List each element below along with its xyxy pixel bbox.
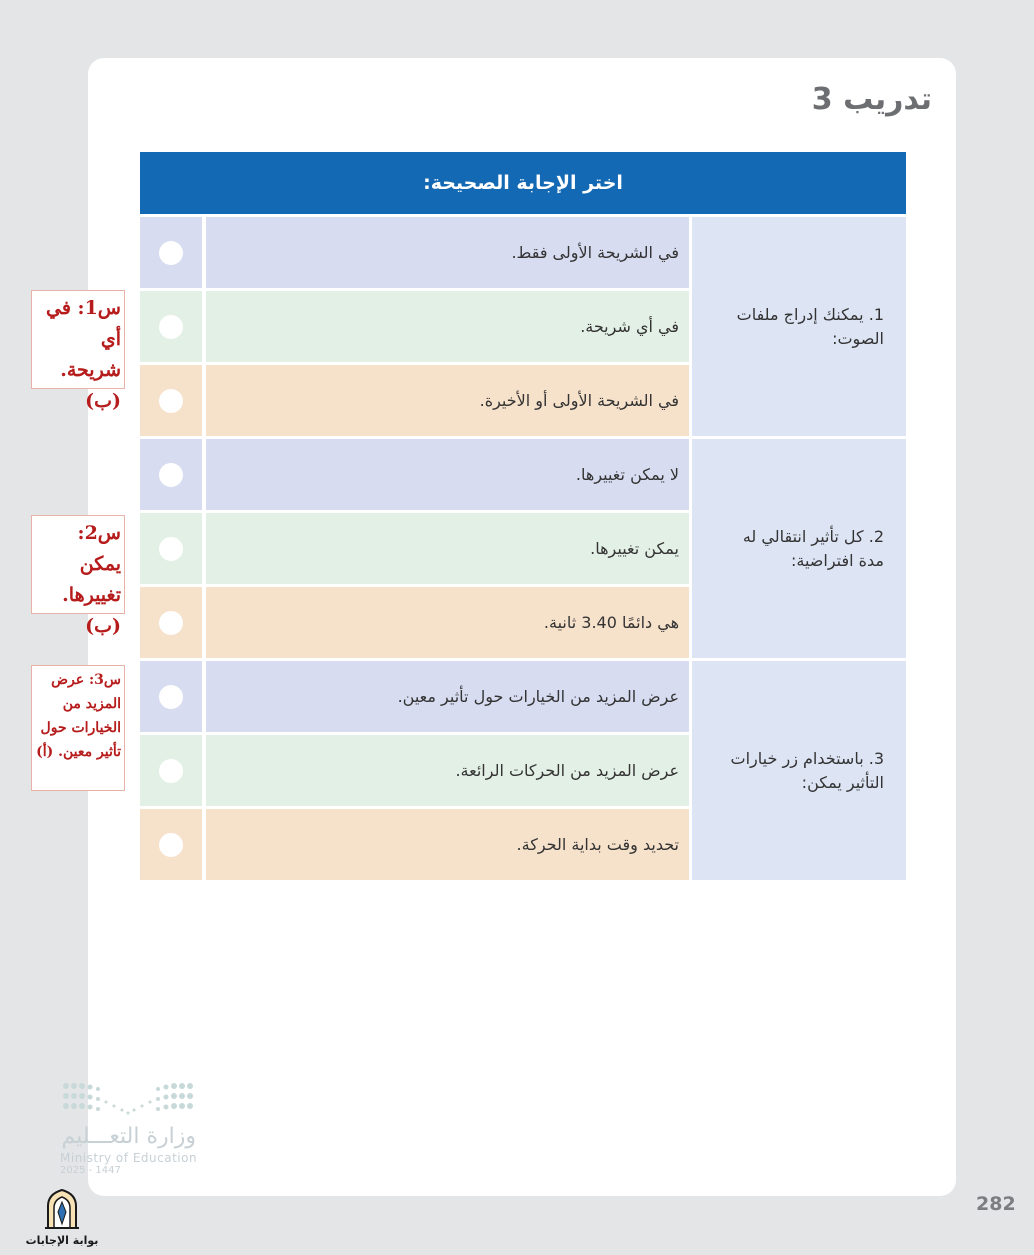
option-radio-cell[interactable]	[140, 365, 202, 436]
option-radio-cell[interactable]	[140, 513, 202, 584]
radio-button[interactable]	[159, 537, 183, 561]
option-radio-cell[interactable]	[140, 809, 202, 880]
radio-button[interactable]	[159, 389, 183, 413]
option-row[interactable]	[140, 365, 689, 436]
question-text: 1. يمكنك إدراج ملفات الصوت:	[692, 217, 906, 436]
option-text: في أي شريحة.	[206, 291, 689, 362]
radio-button[interactable]	[159, 611, 183, 635]
options-list	[140, 661, 689, 880]
radio-button[interactable]	[159, 833, 183, 857]
option-row[interactable]	[140, 439, 689, 510]
option-text: في الشريحة الأولى فقط.	[206, 217, 689, 288]
option-text: عرض المزيد من الحركات الرائعة.	[206, 735, 689, 806]
question-text: 2. كل تأثير انتقالي له مدة افتراضية:	[692, 439, 906, 658]
option-text: عرض المزيد من الخيارات حول تأثير معين.	[206, 661, 689, 732]
option-row[interactable]	[140, 809, 689, 880]
quiz-instruction: اختر الإجابة الصحيحة:	[140, 152, 906, 214]
option-row[interactable]	[140, 217, 689, 288]
option-text: هي دائمًا 3.40 ثانية.	[206, 587, 689, 658]
option-radio-cell[interactable]	[140, 291, 202, 362]
option-text: تحديد وقت بداية الحركة.	[206, 809, 689, 880]
option-radio-cell[interactable]	[140, 439, 202, 510]
option-row[interactable]	[140, 587, 689, 658]
ministry-name-en: Ministry of Education	[60, 1151, 198, 1165]
option-row[interactable]	[140, 513, 689, 584]
ministry-name-ar: وزارة التعـــليم	[61, 1124, 196, 1149]
options-list	[140, 439, 689, 658]
radio-button[interactable]	[159, 463, 183, 487]
page-number: 282	[976, 1193, 1016, 1215]
answers-gate-logo	[24, 1186, 100, 1247]
gate-label: بوابة الإجابات	[25, 1234, 99, 1247]
option-row[interactable]	[140, 735, 689, 806]
ministry-logo	[60, 1080, 200, 1176]
exercise-title: تدريب 3	[811, 82, 932, 117]
question-text: 3. باستخدام زر خيارات التأثير يمكن:	[692, 661, 906, 880]
answer-note-1: س1: في أي شريحة. (ب)	[31, 290, 125, 389]
quiz-table	[140, 152, 906, 880]
ministry-dots-icon	[60, 1080, 196, 1118]
answer-note-3: س3: عرض المزيد من الخيارات حول تأثير معين. (أ)	[31, 665, 125, 791]
answer-note-2: س2: يمكن تغييرها. (ب)	[31, 515, 125, 614]
option-row[interactable]	[140, 661, 689, 732]
ministry-year: 2025 - 1447	[60, 1165, 121, 1176]
option-radio-cell[interactable]	[140, 587, 202, 658]
worksheet-page	[88, 58, 956, 1196]
radio-button[interactable]	[159, 241, 183, 265]
option-text: يمكن تغييرها.	[206, 513, 689, 584]
radio-button[interactable]	[159, 685, 183, 709]
option-radio-cell[interactable]	[140, 661, 202, 732]
gate-icon	[42, 1186, 82, 1230]
options-list	[140, 217, 689, 436]
option-row[interactable]	[140, 291, 689, 362]
option-text: لا يمكن تغييرها.	[206, 439, 689, 510]
option-radio-cell[interactable]	[140, 735, 202, 806]
question-group-3	[140, 661, 906, 880]
question-group-1	[140, 217, 906, 436]
radio-button[interactable]	[159, 315, 183, 339]
radio-button[interactable]	[159, 759, 183, 783]
option-radio-cell[interactable]	[140, 217, 202, 288]
question-group-2	[140, 439, 906, 658]
option-text: في الشريحة الأولى أو الأخيرة.	[206, 365, 689, 436]
